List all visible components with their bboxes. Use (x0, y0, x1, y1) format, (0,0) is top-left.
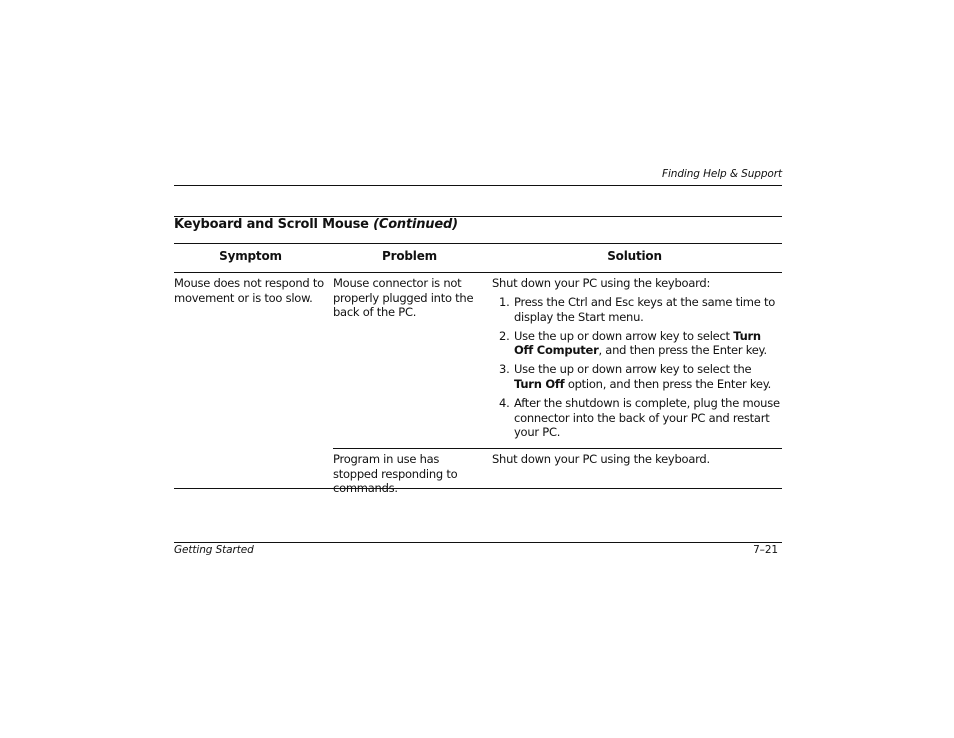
solution-step (497, 396, 782, 440)
footer-rule (174, 542, 782, 543)
column-header-rule (174, 272, 782, 273)
row1-problem: Mouse connector is not properly plugged into the back of the PC. (333, 276, 474, 320)
column-header-solution: Solution (607, 249, 662, 263)
title-rule (174, 243, 782, 244)
solution-step (497, 362, 782, 391)
row1-solution-steps (497, 295, 782, 444)
table-title (174, 217, 458, 232)
table-title-text: Keyboard and Scroll Mouse (174, 217, 369, 232)
step-text-after: option, and then press the Enter key. (564, 376, 772, 391)
table-title-continued: (Continued) (373, 217, 458, 232)
step-text: Use the up or down arrow key to select (514, 328, 734, 343)
row2-solution: Shut down your PC using the keyboard. (492, 452, 710, 466)
column-header-problem: Problem (382, 249, 437, 263)
footer-page-number: 7–21 (753, 544, 778, 556)
header-rule (174, 185, 782, 186)
column-header-symptom: Symptom (219, 249, 282, 263)
step-menu-option: Turn Off Computer (514, 328, 761, 358)
row1-solution-intro: Shut down your PC using the keyboard: (492, 276, 711, 290)
footer-book-title: Getting Started (174, 544, 254, 556)
row1-symptom: Mouse does not respond to movement or is too slow. (174, 276, 324, 305)
step-text: Use the up or down arrow key to select the (514, 362, 752, 377)
solution-step (497, 295, 782, 324)
step-number: 2. (499, 328, 510, 343)
solution-step (497, 329, 782, 358)
table-bottom-rule (174, 488, 782, 489)
running-header: Finding Help & Support (662, 168, 782, 180)
step-text-after: , and then press the Enter key. (598, 343, 767, 358)
step-number: 1. (499, 295, 510, 309)
step-number: 4. (499, 396, 510, 411)
step-number: 3. (499, 362, 510, 377)
row2-rule (333, 448, 782, 449)
step-menu-option: Turn Off (514, 376, 565, 391)
step-text: After the shutdown is complete, plug the mouse connector into the back of your PC and restart your PC. (514, 396, 780, 440)
row2-problem: Program in use has stopped responding to commands. (333, 452, 458, 496)
step-text: Press the Ctrl and Esc keys at the same time to display the Start menu. (514, 295, 776, 324)
